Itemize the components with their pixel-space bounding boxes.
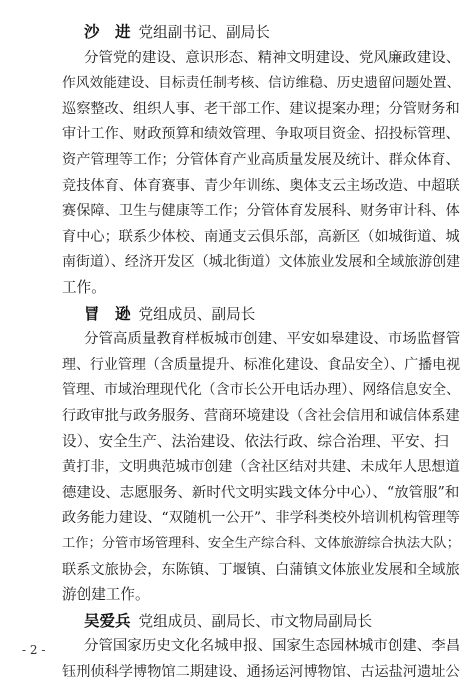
paragraph-line: 作风效能建设、目标责任制考核、信访维稳、历史遗留问题处置、 xyxy=(62,75,461,91)
official-role: 党组成员、副局长 xyxy=(138,306,256,323)
official-name: 吴爱兵 xyxy=(84,612,131,630)
paragraph-line: 钰刑侦科学博物馆二期建设、通扬运河博物馆、古运盐河遗址公 xyxy=(62,664,460,680)
paragraph-line: 资产管理等工作；分管体育产业高质量发展及统计、群众体育、 xyxy=(62,152,460,168)
official-role: 党组成员、副局长、市文物局副局长 xyxy=(138,613,373,630)
paragraph-line: 审计工作、财政预算和绩效管理、争取项目资金、招投标管理、 xyxy=(62,126,460,142)
official-role: 党组副书记、副局长 xyxy=(138,24,270,41)
page-number: - 2 - xyxy=(22,643,46,657)
section-heading xyxy=(84,22,270,43)
paragraph-line: 分管党的建设、意识形态、精神文明建设、党风廉政建设、 xyxy=(84,50,461,66)
paragraph-line: 德建设、志愿服务、新时代文明实践文体分中心）、“放管服”和 xyxy=(62,485,460,501)
paragraph-line: 分管国家历史文化名城申报、国家生态园林城市创建、李昌 xyxy=(84,638,461,654)
paragraph-line: 分管高质量教育样板城市创建、平安如皋建设、市场监督管 xyxy=(84,331,461,347)
paragraph-line: 赛保障、卫生与健康等工作；分管体育发展科、财务审计科、体 xyxy=(62,203,460,219)
paragraph-line: 联系文旅协会，东陈镇、丁堰镇、白蒲镇文体旅业发展和全域旅 xyxy=(62,562,460,578)
paragraph-line: 政务能力建设、“双随机一公开”、非学科类校外培训机构管理等 xyxy=(62,510,461,526)
section-heading xyxy=(84,611,372,632)
official-name: 沙 进 xyxy=(84,23,131,41)
paragraph-line: 工作；分管市场管理科、安全生产综合科、文体旅游综合执法大队； xyxy=(62,536,460,551)
paragraph-line: 工作。 xyxy=(62,279,106,296)
paragraph-line: 理、行业管理（含质量提升、标准化建设、食品安全）、广播电视 xyxy=(62,357,461,373)
official-name: 冒 逊 xyxy=(84,305,131,323)
section-heading xyxy=(84,304,255,325)
paragraph-line: 行政审批与政务服务、营商环境建设（含社会信用和诚信体系建 xyxy=(62,408,460,424)
paragraph-line: 巡察整改、组织人事、老干部工作、建议提案办理；分管财务和 xyxy=(62,101,460,117)
paragraph-line: 黄打非，文明典范城市创建（含社区结对共建、未成年人思想道 xyxy=(62,459,460,475)
paragraph-line: 游创建工作。 xyxy=(62,586,150,603)
paragraph-line: 竞技体育、体育赛事、青少年训练、奥体支云主场改造、中超联 xyxy=(62,178,460,194)
paragraph-line: 管理、市域治理现代化（含市长公开电话办理）、网络信息安全、 xyxy=(62,382,461,398)
paragraph-line: 育中心；联系少体校、南通支云俱乐部，高新区（如城街道、城 xyxy=(62,229,460,245)
paragraph-line: 南街道）、经济开发区（城北街道）文体旅业发展和全域旅游创建 xyxy=(62,254,461,270)
paragraph-line: 设）、安全生产、法治建设、依法行政、综合治理、平安、扫 xyxy=(62,433,449,450)
